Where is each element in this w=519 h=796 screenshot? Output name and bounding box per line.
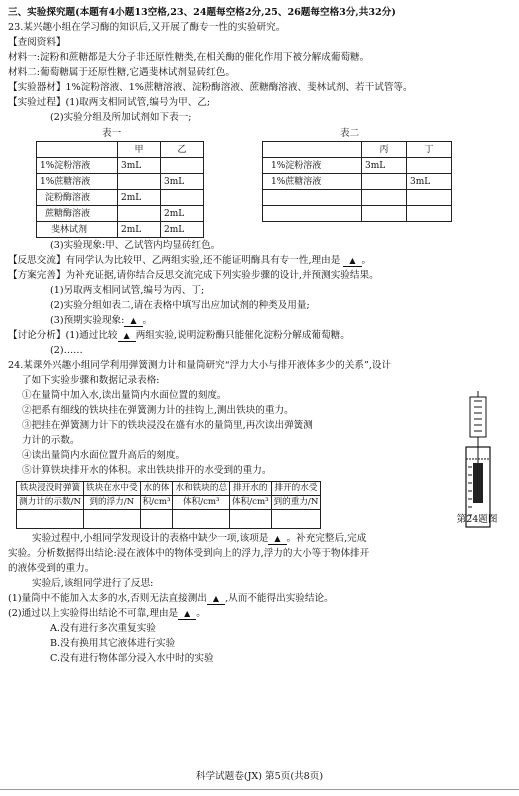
tables-row xyxy=(8,127,512,239)
answer-blank[interactable]: ▲ xyxy=(118,330,136,342)
table2: 丙 丁 1%淀粉溶液 3mL 1%蔗糖溶液 3mL xyxy=(262,141,452,222)
figure-caption: 第24题图 xyxy=(456,514,498,525)
q24-option-a[interactable]: A.没有进行多次重复实验 xyxy=(50,623,156,634)
q23-process-3: (3)实验现象:甲、乙试管内均显砖红色。 xyxy=(50,240,221,251)
q23-process-1: 【实验过程】(1)取两支相同试管,编号为甲、乙; xyxy=(8,97,211,108)
q23-discuss-2: (2)…… xyxy=(50,345,83,356)
exam-page xyxy=(8,6,512,667)
q23-equipment: 【实验器材】1%淀粉溶液、1%蔗糖溶液、淀粉酶溶液、蔗糖酶溶液、斐林试剂、若干试管等。 xyxy=(8,82,413,93)
q24-stem-1: 24.某课外兴趣小组同学利用弹簧测力计和量筒研究“浮力大小与排开液体多少的关系”,设计 xyxy=(8,360,392,371)
q23-reflection: 【反思交流】有同学认为比较甲、乙两组实验,还不能证明酶具有专一性,理由是 ▲ 。 xyxy=(8,255,372,266)
answer-blank[interactable]: ▲ xyxy=(124,315,142,327)
q23-material-2: 材料二:葡萄糖属于还原性糖,它遇斐林试剂显砖红色。 xyxy=(8,67,235,78)
bottom-divider xyxy=(0,789,519,790)
answer-blank[interactable]: ▲ xyxy=(207,593,225,605)
q24-step-4: ④读出量筒内水面位置升高后的刻度。 xyxy=(22,450,186,461)
q23-discuss-1: 【讨论分析】(1)通过比较 ▲ 两组实验,说明淀粉酶只能催化淀粉分解成葡萄糖。 xyxy=(8,330,350,341)
table-row xyxy=(263,190,452,206)
q23-stem: 23.某兴趣小组在学习酶的知识后,又开展了酶专一性的实验研究。 xyxy=(8,22,286,33)
q24-step-1: ①在量筒中加入水,读出量筒内水面位置的刻度。 xyxy=(22,390,227,401)
answer-blank[interactable]: ▲ xyxy=(178,608,196,620)
table1-caption: 表一 xyxy=(102,128,122,139)
q24-stem-2: 了如下实验步骤和数据记录表格: xyxy=(22,375,160,386)
q24-reflect-1: (1)量筒中不能加入太多的水,否则无法直接测出 ▲ ,从而不能得出实验结论。 xyxy=(8,593,334,604)
table-row xyxy=(17,510,321,529)
q24-analysis-2: 实验。分析数据得出结论:浸在液体中的物体受到向上的浮力,浮力的大小等于物体排开 xyxy=(8,548,370,559)
q24-record-table: 铁块浸没时弹簧 铁块在水中受 水的体 水和铁块的总 排开水的 排开的水受 测力计的示数/N 到的浮力/N 积/cm³ 体积/cm³ 体积/cm³ 到的重力/N xyxy=(16,481,321,529)
table-row: 1%淀粉溶液 3mL xyxy=(37,158,204,174)
q23-process-2: (2)实验分组及所加试剂如下表一; xyxy=(50,112,192,123)
q24-step-2: ②把系有细线的铁块挂在弹簧测力计的挂钩上,测出铁块的重力。 xyxy=(22,405,294,416)
q23-plan-2: (2)实验分组如表二,请在表格中填写出应加试剂的种类及用量; xyxy=(50,300,310,311)
q24-step-3a: ③把挂在弹簧测力计下的铁块浸没在盛有水的量筒里,再次读出弹簧测 xyxy=(22,420,313,431)
q23-material-1: 材料一:淀粉和蔗糖都是大分子非还原性糖类,在相关酶的催化作用下被分解成葡萄糖。 xyxy=(8,52,370,63)
answer-blank[interactable]: ▲ xyxy=(268,533,286,545)
table-row: 1%蔗糖溶液 3mL xyxy=(263,174,452,190)
q24-reflect: 实验后,该组同学进行了反思: xyxy=(32,578,154,589)
spring-scale-figure xyxy=(448,391,508,529)
q23-plan: 【方案完善】为补充证据,请你结合反思交流完成下列实验步骤的设计,并预测实验结果。 xyxy=(8,270,379,281)
page-footer: 科学试题卷(JX) 第5页(共8页) xyxy=(195,771,324,782)
q23-info-title: 【查阅资料】 xyxy=(8,37,66,48)
table-row: 1%淀粉溶液 3mL xyxy=(263,158,452,174)
q23-plan-3: (3)预期实验现象: ▲ 。 xyxy=(50,315,153,326)
q24-option-b[interactable]: B.没有换用其它液体进行实验 xyxy=(50,638,176,649)
table-row: 淀粉酶溶液 2mL xyxy=(37,190,204,206)
q23-plan-1: (1)另取两支相同试管,编号为丙、丁; xyxy=(50,285,205,296)
q24-option-c[interactable]: C.没有进行物体部分浸入水中时的实验 xyxy=(50,653,214,664)
table-row: 斐林试剂 2mL 2mL xyxy=(37,222,204,238)
q24-reflect-2: (2)通过以上实验得出结论不可靠,理由是 ▲ 。 xyxy=(8,608,206,619)
section-heading: 三、实验探究题(本题有4小题13空格,23、24题每空格2分,25、26题每空格3分,共32分) xyxy=(8,7,396,18)
answer-blank[interactable]: ▲ xyxy=(343,255,361,267)
table-row: 蔗糖酶溶液 2mL xyxy=(37,206,204,222)
q24-step-3b: 力计的示数。 xyxy=(22,435,80,446)
q24-analysis-1: 实验过程中,小组同学发现设计的表格中缺少一项,该项是 ▲ 。补充完整后,完成 xyxy=(32,533,367,544)
table-row xyxy=(263,206,452,222)
q24-steps-block xyxy=(8,389,512,529)
table-row: 1%蔗糖溶液 3mL xyxy=(37,174,204,190)
table1: 甲 乙 1%淀粉溶液 3mL 1%蔗糖溶液 3mL 淀粉酶溶液 2mL 蔗糖酶溶液 2mL 斐林试剂 2mL 2mL xyxy=(36,141,204,238)
table2-caption: 表二 xyxy=(340,128,360,139)
q24-analysis-3: 的液体受到的重力。 xyxy=(8,563,95,574)
q24-step-5: ⑤计算铁块排开水的体积。求出铁块排开的水受到的重力。 xyxy=(22,465,272,476)
